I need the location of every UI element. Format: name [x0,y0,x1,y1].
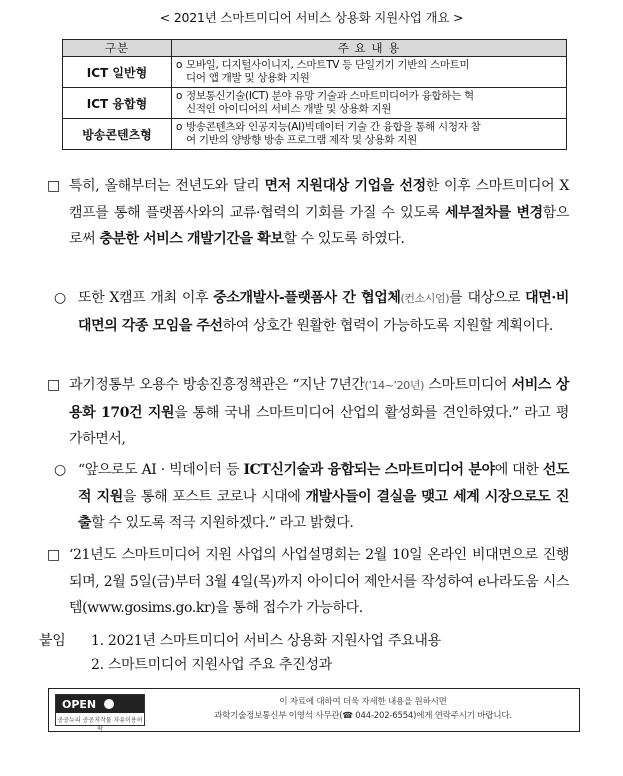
bullet-mark: o [176,121,183,133]
square-bullet: □ [47,178,60,194]
row-description [172,57,567,88]
emphasis: ICT신기술과 융합되는 스마트미디어 분야 [243,462,495,478]
person-icon [104,699,114,709]
emphasis: 서비스 상용화 170건 지원 [69,377,569,421]
emphasis: 세부절차를 변경 [444,204,543,221]
bullet-mark: o [176,59,183,71]
table-header-row [63,40,567,57]
footer-line-2: 과학기술정보통신부 이영석 사무관(☎ 044-202-6554)에게 연락주시기 바랍니다. [214,711,512,721]
paragraph-1: □ 특히, 올해부터는 전년도와 달리 면저 지원대상 기업을 선정한 이후 스마트미디어 X캠프를 통해 플랫폼사와의 교류·협력의 기회를 가질 수 있도록 세부절차를 변경함으로써 충분한 서비스 개발기간을 확보할 수 있도록 하였다. [47,173,569,253]
desc-line: 방송콘텐츠와 인공지능(AI)빅데이터 기술 간 융합을 통해 시청자 참 [186,121,481,133]
circle-bullet: ○ [54,462,66,478]
attachments [39,629,441,677]
table-row [63,88,567,119]
open-license-logo [55,694,145,733]
table-row [63,119,567,150]
attachment-item: 1. 2021년 스마트미디어 서비스 상용화 지원사업 주요내용 [91,633,441,649]
row-category: 방송콘텐츠형 [63,119,172,150]
open-logo-sub: 공공누리 공공저작물 자유이용허락 [57,717,143,733]
footer-line-1: 이 자료에 대하여 더욱 자세한 내용을 원하시면 [279,697,447,707]
emphasis: 중소개발사-플랫폼사 간 협업체 [213,290,401,306]
header-category: 구분 [63,40,172,57]
square-bullet: □ [47,547,60,563]
footer-contact-box [48,688,580,732]
emphasis: 면저 지원대상 기업을 선정 [264,178,426,194]
emphasis: 대면·비대면의 각종 모임을 주선 [78,290,569,334]
desc-line: 신적인 아이디어의 서비스 개발 및 상용화 지원 [186,103,392,115]
emphasis: 개발사들이 결실을 맺고 세계 시장으로도 진출 [78,488,569,531]
paragraph-4: ○ “앞으로도 AI · 빅데이터 등 ICT신기술과 융합되는 스마트미디어 분야에 대한 선도적 지원을 통해 포스트 코로나 시대에 개발사들이 결실을 맺고 세계 시장으로도 진출할 수 있도록 적극 지원하겠다.” 라고 밝혔다. [54,457,569,537]
row-category: ICT 융합형 [63,88,172,119]
paragraph-3: □ 과기정통부 오용수 방송진흥정책관은 “지난 7년간(’14~’20년) 스마트미디어 서비스 상용화 170건 지원을 통해 국내 스마트미디어 산업의 활성화를 견인하였다.” 라고 평가하면서, [47,372,569,453]
row-description [172,119,567,150]
desc-line: 디어 앱 개발 및 상용화 지원 [186,72,310,84]
paragraph-5: □ ‘21년도 스마트미디어 지원 사업의 사업설명회는 2월 10일 온라인 비대면으로 진행되며, 2월 5일(금)부터 3월 4일(목)까지 아이디어 제안서를 작성하여 e나라도움 시스템(www.gosims.go.kr)을 통해 접수가 가능하다. [47,542,569,622]
table-row [63,57,567,88]
desc-line: 여 기반의 양방향 방송 프로그램 제작 및 상용화 지원 [186,134,418,146]
open-logo-text: OPEN [62,697,97,711]
overview-title: < 2021년 스마트미디어 서비스 상용화 지원사업 개요 > [159,10,464,25]
row-category: ICT 일반형 [63,57,172,88]
circle-bullet: ○ [54,290,66,306]
row-description [172,88,567,119]
desc-line: 정보통신기술(ICT) 분야 유망 기술과 스마트미디어가 융합하는 혁 [186,90,474,102]
attachments-label: 붙임 [39,633,66,649]
attachment-item: 2. 스마트미디어 지원사업 주요 추진성과 [91,657,332,673]
footer-text [153,695,573,723]
square-bullet: □ [47,377,60,393]
bullet-mark: o [176,90,183,102]
emphasis: 충분한 서비스 개발기간을 확보 [99,231,284,247]
header-content: 주 요 내 용 [172,40,567,57]
paragraph-2: ○ 또한 X캠프 개최 이후 중소개발사-플랫폼사 간 협업체(컨소시엄)를 대상으로 대면·비대면의 각종 모임을 주선하여 상호간 원활한 협력이 가능하도록 지원할 계획이다. [54,285,569,339]
desc-line: 모바일, 디지털사이니지, 스마트TV 등 단일기기 기반의 스마트미 [186,59,470,71]
overview-table [62,39,567,150]
emphasis: 선도적 지원 [78,462,569,505]
